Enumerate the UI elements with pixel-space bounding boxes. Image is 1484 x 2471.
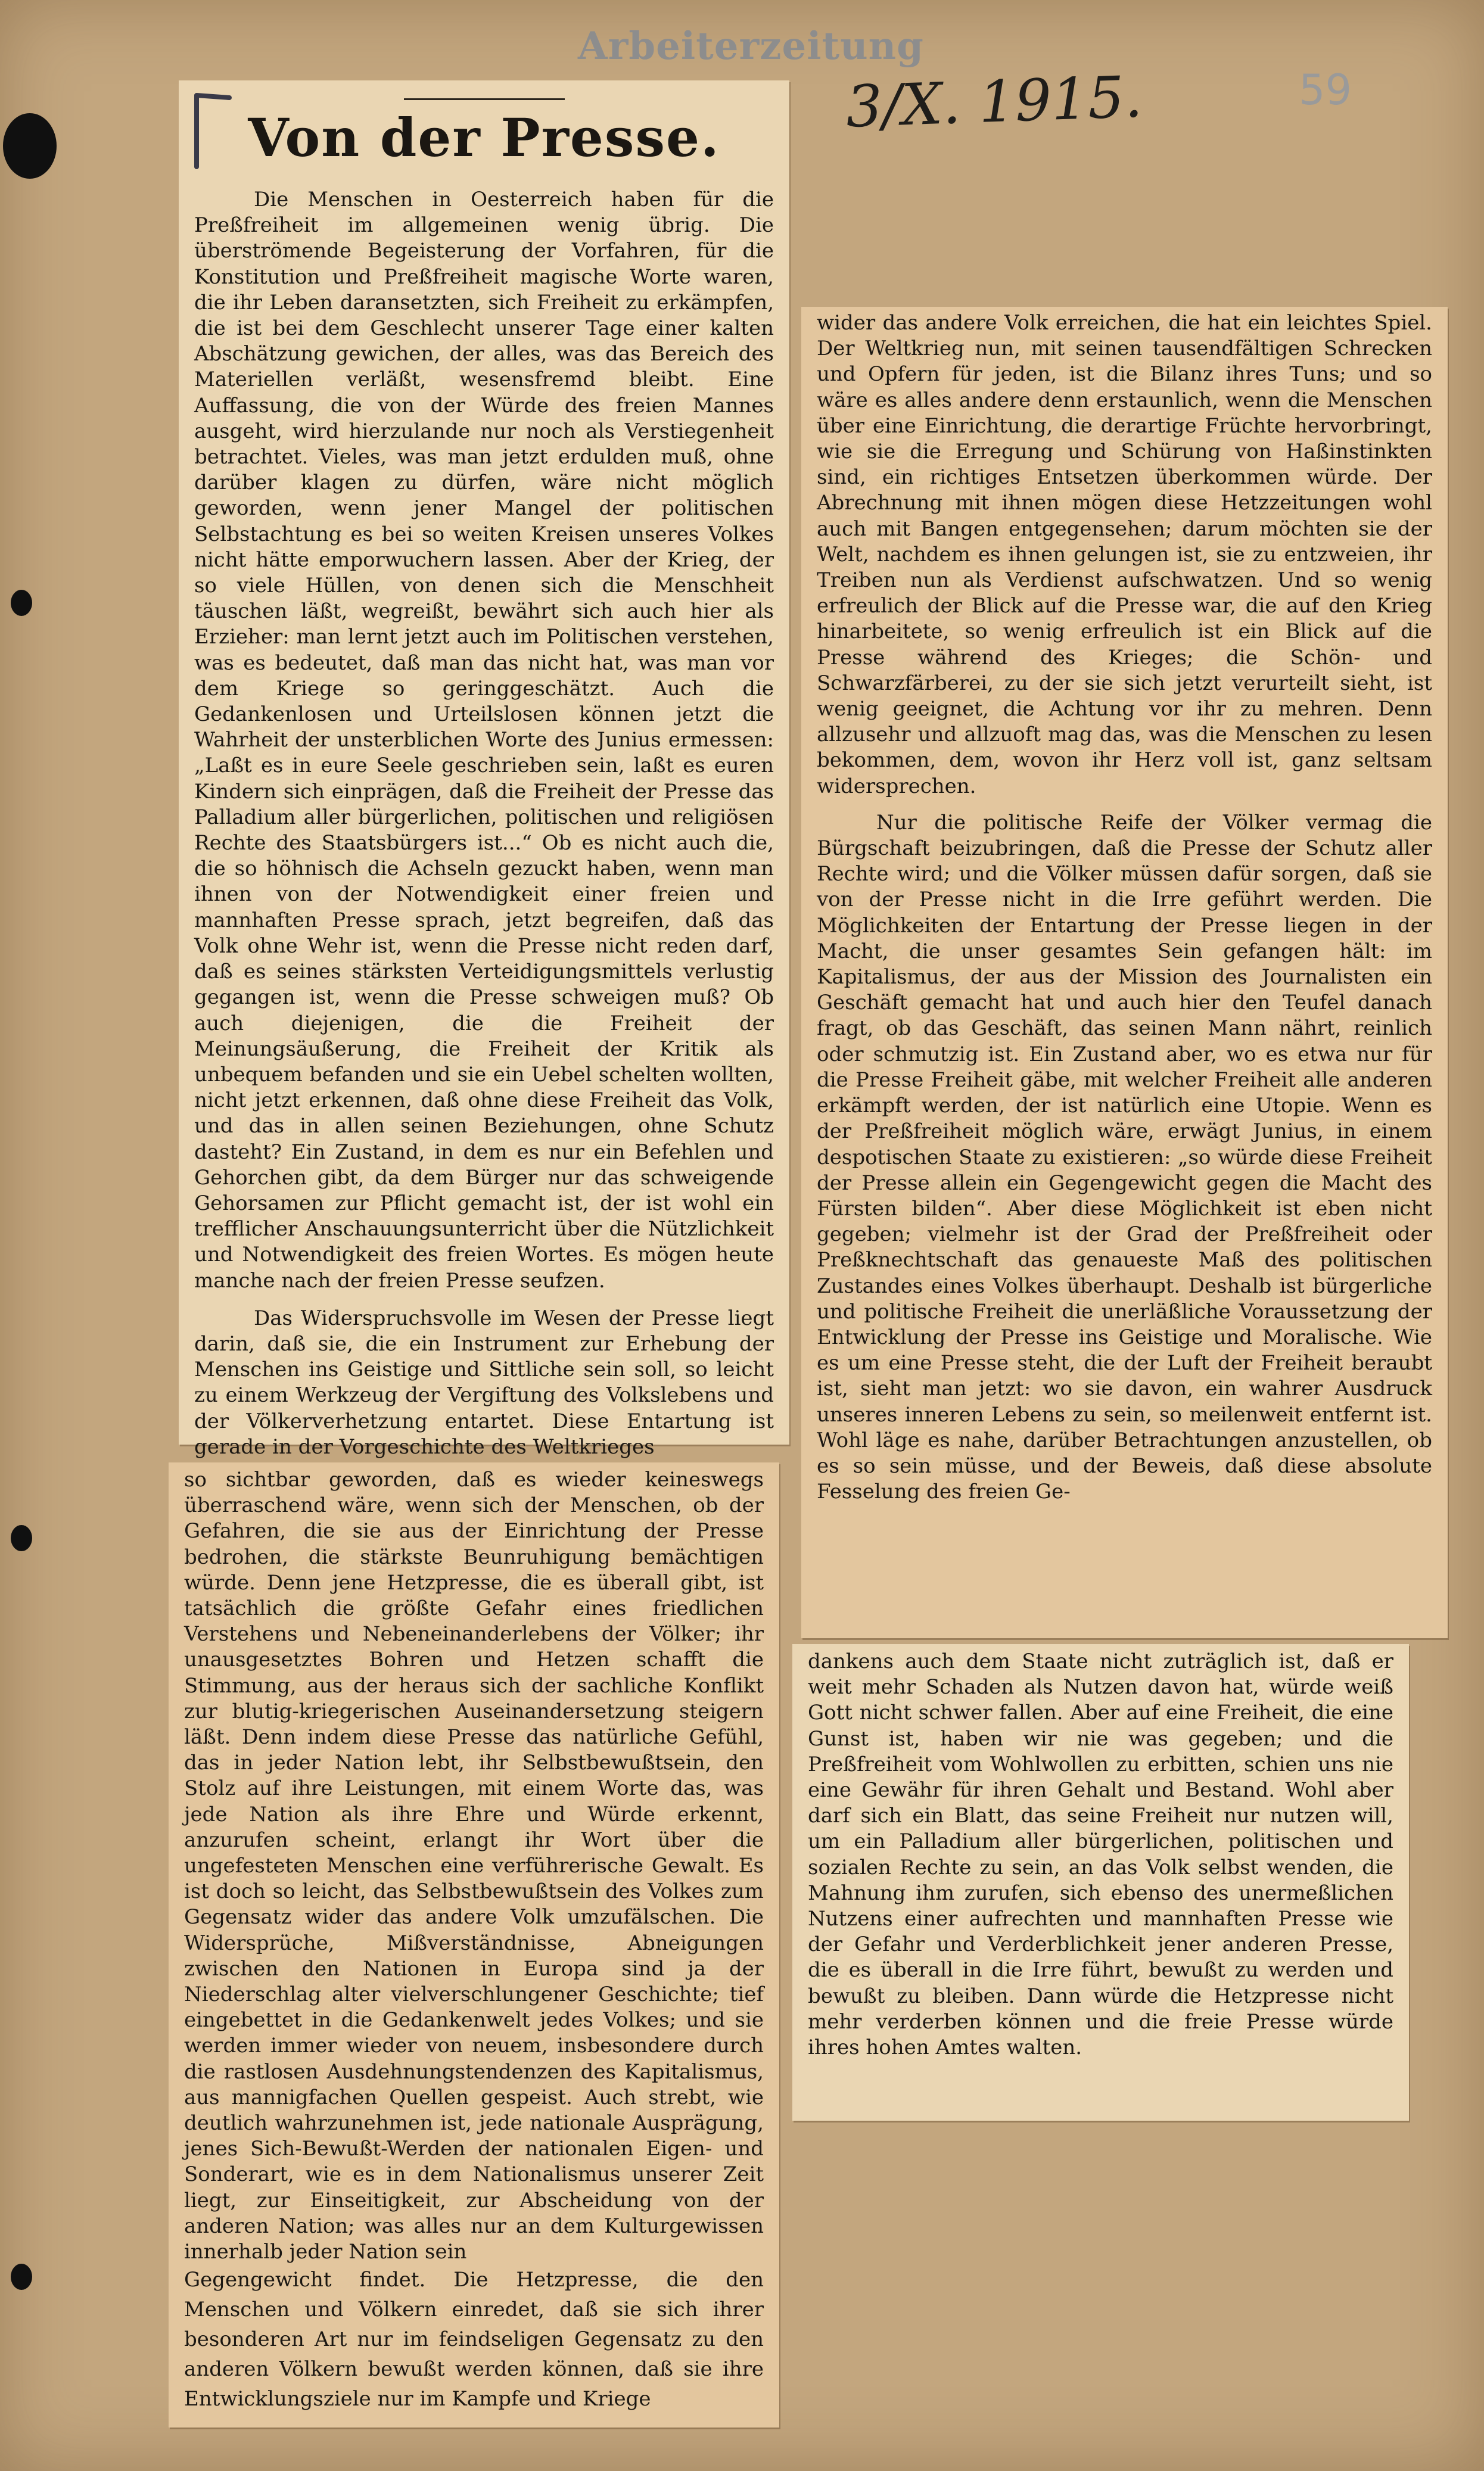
clipping-column-1-top (179, 80, 789, 1459)
paragraph: Das Widerspruchsvolle im Wesen der Presse liegt darin, daß sie, die ein Instrument zur Erhebung der Menschen ins Geistige und Sittliche sein soll, so leicht zu einem Werkzeug der Vergiftung des Volkslebens und der Völkerverhetzung entartet. Diese Entartung ist gerade in der Vorgeschichte des Weltkrieges (194, 1306, 774, 1459)
edge-mark-1 (11, 590, 32, 616)
article-title: Von der Presse. (248, 107, 720, 169)
page-number: 59 (1299, 66, 1352, 114)
paragraph: dankens auch dem Staate nicht zuträglich ist, daß er weit mehr Schaden als Nutzen davon hat, würde weiß Gott nicht schwer fallen. Aber auf eine Freiheit, die eine Gunst ist, haben wir nie was gegeben; und die Preßfreiheit vom Wohlwollen zu erbitten, schien uns nie eine Gewähr für ihren Gehalt und Bestand. Wohl aber darf sich ein Blatt, das seine Freiheit nur nutzen will, um ein Palladium aller bürgerlichen, politischen und sozialen Rechte zu sein, an das Volk selbst wenden, die Mahnung ihm zurufen, sich ebenso des unermeßlichen Nutzens einer aufrechten und mannhaften Presse wie der Gefahr und Verderblichkeit jener anderen Presse, die es überall in die Irre führt, bewußt zu werden und bewußt zu bleiben. Dann würde die Hetzpresse nicht mehr verderben können und die freie Presse würde ihres hohen Amtes walten. (808, 1650, 1393, 2060)
hole-punch-top (3, 113, 57, 179)
edge-mark-3 (11, 2264, 32, 2290)
paragraph: Gegengewicht findet. Die Hetzpresse, die den Menschen und Völkern einredet, daß sie sich ihrer besonderen Art nur im feindseligen Gegensatz zu den anderen Völkern bewußt werden können, daß sie ihre Entwicklungsziele nur im Kampfe und Kriege (184, 2268, 764, 2411)
paragraph: Nur die politische Reife der Völker vermag die Bürgschaft beizubringen, daß die Presse der Schutz aller Rechte wird; und die Völker müssen dafür sorgen, daß sie von der Presse nicht in die Irre geführt werden. Die Möglichkeiten der Entartung der Presse liegen in der Macht, die unser gesamtes Sein gefangen hält: im Kapitalismus, der aus der Mission des Journalisten ein Geschäft gemacht hat und auch hier den Teufel danach fragt, ob das Geschäft, das seinen Mann nährt, reinlich oder schmutzig ist. Ein Zustand aber, wo es etwa nur für die Presse Freiheit gäbe, mit welcher Freiheit alle anderen erkämpft werden, der ist natürlich eine Utopie. Wenn es der Preßfreiheit möglich wäre, erwägt Junius, in einem despotischen Staate zu existieren: „so würde diese Freiheit der Presse allein ein Gegengewicht gegen die Macht des Fürsten bilden“. Aber diese Möglichkeit ist eben nicht gegeben; vielmehr ist der Grad der Preßfreiheit oder Preßknechtschaft das genaueste Maß des politischen Zustandes eines Volkes überhaupt. Deshalb ist bürgerliche und politische Freiheit die unerläßliche Voraussetzung der Entwicklung der Presse ins Geistige und Moralische. Wie es um eine Presse steht, die der Luft der Freiheit beraubt ist, sieht man jetzt: wo sie davon, ein wahrer Ausdruck unseres inneren Lebens zu sein, so meilenweit entfernt ist. Wohl läge es nahe, darüber Betrachtungen anzustellen, ob es so sein müsse, und der Beweis, daß diese absolute Fesselung des freien Ge- (817, 810, 1432, 1504)
handwritten-date: 3/X. 1915. (845, 63, 1144, 141)
clipping-column-2-top (801, 307, 1448, 1638)
paragraph: Die Menschen in Oesterreich haben für die Preßfreiheit im allgemeinen wenig übrig. Die überströmende Begeisterung der Vorfahren, für die Konstitution und Preßfreiheit magische Worte waren, die ihr Leben daransetzten, sich Freiheit zu erkämpfen, die ist bei dem Geschlecht unserer Tage einer kalten Abschätzung gewichen, der alles, was das Bereich des Materiellen verläßt, wesensfremd bleibt. Eine Auffassung, die von der Würde des freien Mannes ausgeht, wird hierzulande nur noch als Verstiegenheit betrachtet. Vieles, was man jetzt erdulden muß, ohne darüber klagen zu dürfen, wäre nicht möglich geworden, wenn jener Mangel der politischen Selbstachtung es bei so weiten Kreisen unseres Volkes nicht hätte emporwuchern lassen. Aber der Krieg, der so viele Hüllen, von denen sich die Menschheit täuschen läßt, wegreißt, bewährt sich auch hier als Erzieher: man lernt jetzt auch im Politischen verstehen, was es bedeutet, daß man das nicht hat, was man vor dem Kriege so geringgeschätzt. Auch die Gedankenlosen und Urteilslosen können jetzt die Wahrheit der unsterblichen Worte des Junius ermessen: „Laßt es in eure Seele geschrieben sein, laßt es euren Kindern sich einprägen, daß die Freiheit der Presse das Palladium aller bürgerlichen, politischen und religiösen Rechte des Staatsbürgers ist...“ Ob es nicht auch die, die so höhnisch die Achseln gezuckt haben, wenn man ihnen von der Notwendigkeit einer freien und mannhaften Presse sprach, jetzt begreifen, daß das Volk ohne Wehr ist, wenn die Presse nicht reden darf, daß es seines stärksten Verteidigungsmittels verlustig gegangen ist, wenn die Presse schweigen muß? Ob auch diejenigen, die die Freiheit der Meinungsäußerung, die Freiheit der Kritik als unbequem befanden und sie ein Uebel schelten wollten, nicht jetzt erkennen, daß ohne diese Freiheit das Volk, und das in allen seinen Beziehungen, ohne Schutz dasteht? Ein Zustand, in dem es nur ein Befehlen und Gehorchen gibt, da dem Bürger nur das schweigende Gehorsamen zur Pflicht gemacht ist, der ist wohl ein trefflicher Anschauungsunterricht über die Nützlichkeit und Notwendigkeit des freien Wortes. Es mögen heute manche nach der freien Presse seufzen. (194, 188, 774, 1293)
title-rule (404, 98, 565, 100)
paragraph: so sichtbar geworden, daß es wieder keineswegs überraschend wäre, wenn sich der Menschen, ob der Gefahren, die sie aus der Einrichtung der Presse bedrohen, die stärkste Beunruhigung bemächtigen würde. Denn jene Hetzpresse, die es überall gibt, ist tatsächlich die größte Gefahr eines friedlichen Verstehens und Nebeneinanderlebens der Völker; ihr unausgesetztes Bohren und Hetzen schafft die Stimmung, aus der heraus sich der sachliche Konflikt zur blutig-kriegerischen Auseinandersetzung steigern läßt. Denn indem diese Presse das natürliche Gefühl, das in jeder Nation lebt, ihr Selbstbewußtsein, den Stolz auf ihre Leistungen, mit einem Worte das, was jede Nation als ihre Ehre und Würde erkennt, anzurufen scheint, erlangt ihr Wort über die ungefesteten Menschen eine verführerische Gewalt. Es ist doch so leicht, das Selbstbewußtsein des Volkes zum Gegensatz wider das andere Volk umzufälschen. Die Widersprüche, Mißverständnisse, Abneigungen zwischen den Nationen in Europa sind ja der Niederschlag alter vielverschlungener Geschichte; tief eingebettet in die Gedankenwelt jedes Volkes; und sie werden immer wieder von neuem, insbesondere durch die rastlosen Ausdehnungstendenzen des Kapitalismus, aus mannigfachen Quellen gespeist. Auch strebt, wie deutlich wahrzunehmen ist, jede nationale Ausprägung, jenes Sich-Bewußt-Werden der nationalen Eigen- und Sonderart, wie es in dem Nationalismus unserer Zeit liegt, zur Einseitigkeit, zur Abscheidung von der anderen Nation; was alles nur an dem Kulturgewissen innerhalb jeder Nation sein (184, 1468, 764, 2264)
paragraph: wider das andere Volk erreichen, die hat ein leichtes Spiel. Der Weltkrieg nun, mit seinen tausendfältigen Schrecken und Opfern für jeden, ist die Bilanz ihres Tuns; und so wäre es alles andere denn erstaunlich, wenn die Menschen über eine Einrichtung, die derartige Früchte hervorbringt, wie sie die Erregung und Schürung von Haßinstinkten sind, ein richtiges Entsetzen überkommen würde. Der Abrechnung mit ihnen mögen diese Hetzzeitungen wohl auch mit Bangen entgegensehen; darum möchten sie der Welt, nachdem es ihnen gelungen ist, sie zu entzweien, ihr Treiben nun als Verdienst aufschwatzen. Und so wenig erfreulich der Blick auf die Presse war, die auf den Krieg hinarbeitete, so wenig erfreulich ist ein Blick auf die Presse während des Krieges; die Schön- und Schwarzfärberei, zu der sie sich jetzt verurteilt sieht, ist wenig geeignet, die Achtung vor ihr zu mehren. Denn allzusehr und allzuoft mag das, was die Menschen zu lesen bekommen, dem, wovon ihr Herz voll ist, ganz seltsam widersprechen. (817, 311, 1432, 798)
clipping-column-1-bottom (169, 1462, 779, 2428)
pencil-bracket-mark (185, 89, 232, 173)
clipping-column-2-bottom (792, 1644, 1409, 2121)
newspaper-name-stamp: Arbeiterzeitung (578, 24, 924, 69)
edge-mark-2 (11, 1525, 32, 1551)
